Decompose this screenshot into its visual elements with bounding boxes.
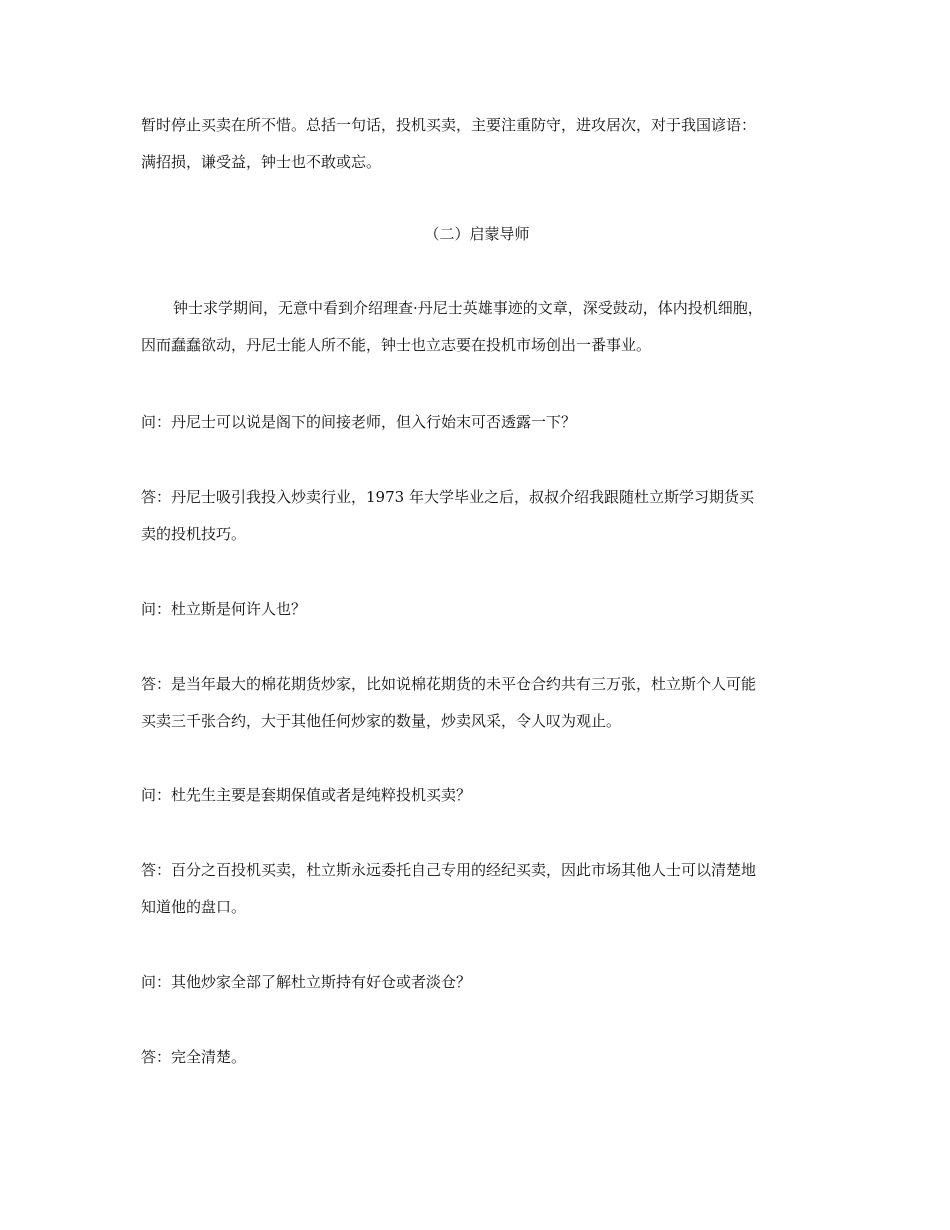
answer-4 (141, 1039, 813, 1076)
qa-line: 问：其他炒家全部了解杜立斯持有好仓或者淡仓？ (141, 973, 472, 991)
qa-line: 问：丹尼士可以说是阁下的间接老师，但入行始末可否透露一下？ (141, 413, 577, 431)
qa-line: 答：完全清楚。 (141, 1048, 247, 1066)
paragraph-line: 满招损，谦受益，钟士也不敢或忘。 (141, 153, 382, 171)
question-2 (141, 591, 813, 628)
answer-1 (141, 479, 813, 553)
qa-line: 卖的投机技巧。 (141, 525, 247, 543)
qa-line: 问：杜先生主要是套期保值或者是纯粹投机买卖？ (141, 786, 472, 804)
qa-line: 问：杜立斯是何许人也？ (141, 600, 307, 618)
section-heading: （二）启蒙导师 (424, 225, 530, 243)
qa-line: 答：是当年最大的棉花期货炒家，比如说棉花期货的未平仓合约共有三万张，杜立斯个人可能 (141, 675, 757, 693)
paragraph-line: 钟士求学期间，无意中看到介绍理查·丹尼士英雄事迹的文章，深受鼓动，体内投机细胞， (173, 299, 763, 317)
paragraph-line: 因而蠢蠢欲动，丹尼士能人所不能，钟士也立志要在投机市场创出一番事业。 (141, 336, 652, 354)
qa-line: 答：丹尼士吸引我投入炒卖行业，1973 年大学毕业之后，叔叔介绍我跟随杜立斯学习期货买 (141, 488, 754, 506)
paragraph-line: 暂时停止买卖在所不惜。总括一句话，投机买卖，主要注重防守，进攻居次，对于我国谚语： (141, 116, 757, 134)
question-1 (141, 404, 813, 441)
qa-line: 买卖三千张合约，大于其他任何炒家的数量，炒卖风采，令人叹为观止。 (141, 712, 622, 730)
question-3 (141, 777, 813, 814)
qa-line: 答：百分之百投机买卖，杜立斯永远委托自己专用的经纪买卖，因此市场其他人士可以清楚地 (141, 861, 757, 879)
qa-line: 知道他的盘口。 (141, 898, 247, 916)
question-4 (141, 964, 813, 1001)
answer-3 (141, 852, 813, 926)
answer-2 (141, 666, 813, 740)
opening-paragraph (141, 107, 813, 181)
intro-paragraph (141, 290, 813, 364)
